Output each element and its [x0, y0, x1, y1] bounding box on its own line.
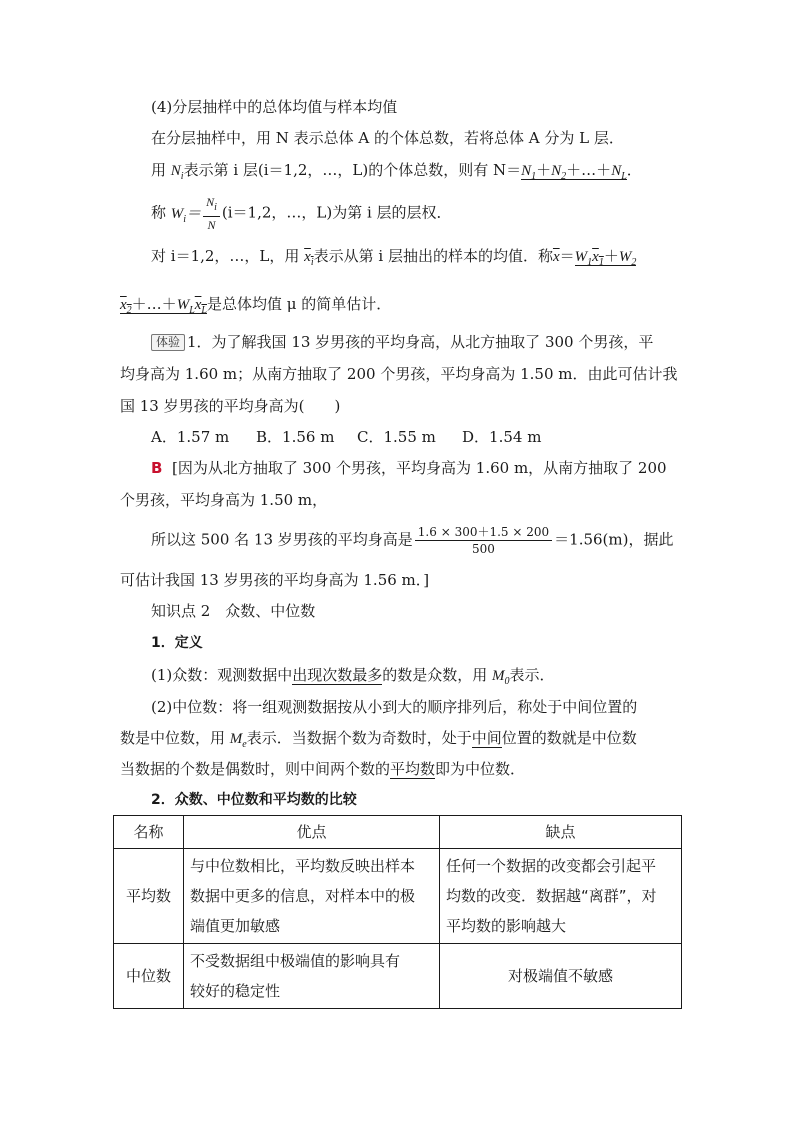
math-Ni: $N_i$ [170, 163, 184, 182]
math-xL-bar: $x_L$ [194, 297, 207, 316]
section-4-title: (4)分层抽样中的总体均值与样本均值 [151, 98, 398, 116]
math-Me: $M_e$ [229, 731, 247, 750]
math-x1-bar: $x_1$ [592, 249, 604, 268]
median-definition-line-3: 当数据的个数是偶数时，则中间两个数的平均数即为中位数． [120, 760, 526, 778]
math-N1: $N_1$ [521, 163, 537, 182]
row-name: 中位数 [114, 944, 184, 1009]
para-layer-weight: 称 $W_i=$ $\frac{N_i}{N}$ (i＝1,2，…，L)为第 i 层的层权． [151, 195, 452, 232]
option-d: D．1.54 m [462, 428, 542, 446]
answer-line-4: 可估计我国 13 岁男孩的平均身高为 1.56 m．] [120, 571, 430, 589]
option-b: B．1.56 m [256, 428, 335, 446]
header-pros: 优点 [184, 816, 440, 849]
option-c: C．1.55 m [357, 428, 436, 446]
comparison-table [113, 815, 682, 1009]
header-name: 名称 [114, 816, 184, 849]
row-cons: 对极端值不敏感 [440, 944, 682, 1009]
experience-tag: 体验 [151, 334, 185, 351]
math-WL: $W_L$ [176, 297, 195, 316]
comparison-heading: 2．众数、中位数和平均数的比较 [151, 792, 357, 808]
para-estimate: $x_2+\dots+W_Lx_L$是总体均值 μ 的简单估计． [120, 295, 392, 316]
para-layer-count: 用 $N_i$表示第 i 层(i＝1,2，…，L)的个体总数，则有 $N=N_1+N_2+\dots+N_L$． [151, 161, 642, 182]
knowledge-point-2-title: 知识点 2 众数、中位数 [151, 602, 316, 620]
math-xi-bar: $x_i$ [304, 249, 314, 268]
math-NL: $N_L$ [611, 163, 627, 182]
row-pros: 不受数据组中极端值的影响具有 较好的稳定性 [184, 944, 440, 1009]
exercise-question-line-3: 国 13 岁男孩的平均身高为( ) [120, 397, 341, 415]
math-M0: $M_0$ [492, 668, 510, 687]
math-x2-bar: $x_2$ [120, 297, 132, 316]
definition-heading: 1．定义 [151, 635, 203, 651]
option-a: A．1.57 m [151, 428, 230, 446]
answer-line-1: B [因为从北方抽取了 300 个男孩，平均身高为 1.60 m，从南方抽取了 200 [151, 459, 667, 477]
table-row [114, 849, 682, 944]
median-definition-line-1: (2)中位数：将一组观测数据按从小到大的顺序排列后，称处于中间位置的 [151, 698, 638, 716]
answer-line-3: 所以这 500 名 13 岁男孩的平均身高是 $\frac{1.6 \times 300+1.5 \times 200}{500}$ ＝1.56(m)，据此 [151, 525, 674, 556]
math-N2: $N_2$ [551, 163, 567, 182]
exercise-question-line-2: 均身高为 1.60 m；从南方抽取了 200 个男孩，平均身高为 1.50 m．由此可估计我 [120, 365, 678, 383]
answer-line-2: 个男孩，平均身高为 1.50 m， [120, 491, 328, 509]
table-row [114, 944, 682, 1009]
math-frac-Ni-N: $\frac{N_i}{N}$ [203, 194, 220, 233]
table-header-row [114, 816, 682, 849]
answer-letter: B [151, 459, 163, 477]
math-W1: $W_1$ [574, 249, 593, 268]
average-height-fraction: $\frac{1.6 \times 300+1.5 \times 200}{500}$ [415, 524, 552, 557]
row-cons: 任何一个数据的改变都会引起平 均数的改变．数据越“离群”，对 平均数的影响越大 [440, 849, 682, 944]
para-sample-mean: 对 i＝1,2，…，L，用 $x_i$表示从第 i 层抽出的样本的均值．称$\overline{x}=W_1x_1+W_2$ [151, 247, 637, 268]
row-pros: 与中位数相比，平均数反映出样本 数据中更多的信息，对样本中的极 端值更加敏感 [184, 849, 440, 944]
math-x-bar: $\overline{x}$ [552, 249, 560, 265]
exercise-question-line-1: 体验 1．为了解我国 13 岁男孩的平均身高，从北方抽取了 300 个男孩，平 [151, 331, 653, 353]
math-W2: $W_2$ [618, 249, 637, 268]
math-Wi: $W_i=$ [170, 205, 202, 225]
mode-definition: (1)众数：观测数据中出现次数最多的数是众数，用 $M_0$表示． [151, 666, 555, 687]
median-definition-line-2: 数是中位数，用 $M_e$表示．当数据个数为奇数时，处于中间位置的数就是中位数 [120, 729, 637, 750]
header-cons: 缺点 [440, 816, 682, 849]
para-stratified-intro: 在分层抽样中，用 N 表示总体 A 的个体总数，若将总体 A 分为 L 层． [151, 129, 624, 147]
row-name: 平均数 [114, 849, 184, 944]
